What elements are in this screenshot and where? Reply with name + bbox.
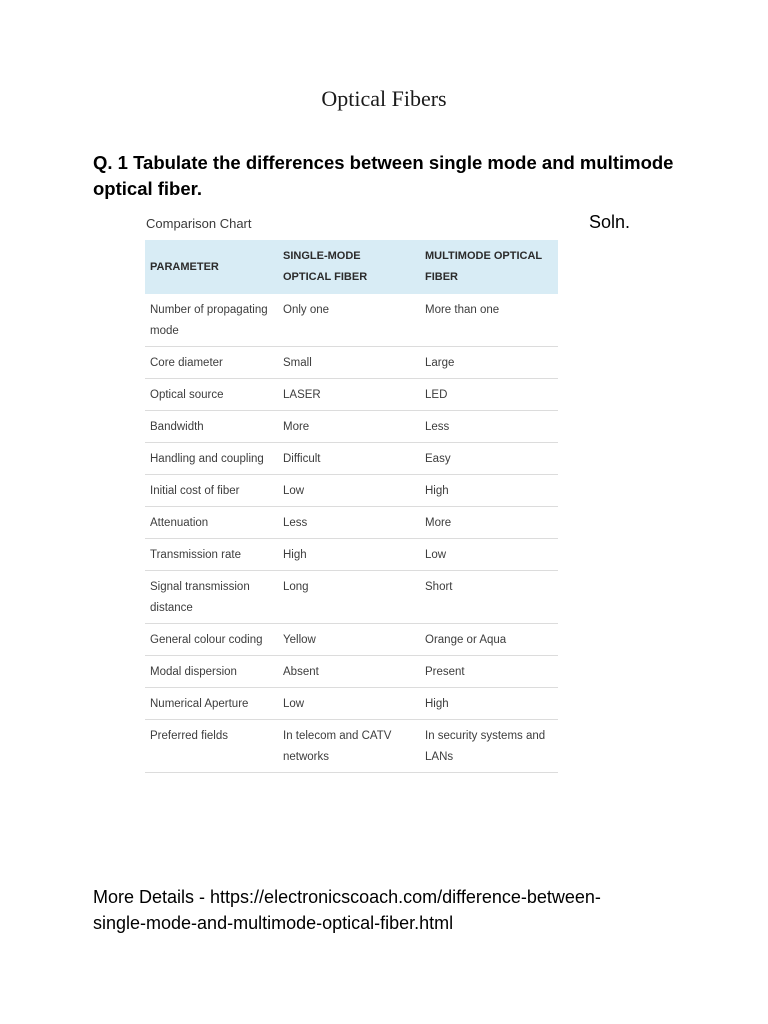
question-line-2: optical fiber. (93, 178, 202, 199)
cell-single-mode: Only one (278, 294, 420, 347)
cell-multimode: LED (420, 379, 558, 411)
header-parameter (145, 240, 278, 294)
cell-parameter: Numerical Aperture (145, 688, 278, 720)
cell-parameter: Core diameter (145, 347, 278, 379)
cell-single-mode: High (278, 539, 420, 571)
table-row (145, 720, 558, 773)
cell-multimode: Short (420, 571, 558, 624)
cell-parameter: Preferred fields (145, 720, 278, 773)
table-row (145, 475, 558, 507)
header-multimode-line-2: FIBER (425, 271, 458, 283)
table-row (145, 688, 558, 720)
cell-parameter: Signal transmission distance (145, 571, 278, 624)
cell-multimode: Low (420, 539, 558, 571)
cell-parameter: Handling and coupling (145, 443, 278, 475)
header-single-mode-line-2: OPTICAL FIBER (283, 271, 368, 283)
cell-single-mode: In telecom and CATV networks (278, 720, 420, 773)
cell-multimode: Less (420, 411, 558, 443)
solution-label: Soln. (589, 212, 631, 232)
table-row (145, 624, 558, 656)
table-row (145, 379, 558, 411)
cell-multimode: High (420, 688, 558, 720)
header-multimode-line-1: MULTIMODE OPTICAL (425, 250, 543, 262)
cell-single-mode: LASER (278, 379, 420, 411)
cell-single-mode: Long (278, 571, 420, 624)
more-details-line-1: More Details - https://electronicscoach.com/difference-between- (93, 887, 601, 907)
cell-single-mode: Low (278, 475, 420, 507)
cell-parameter: Initial cost of fiber (145, 475, 278, 507)
cell-single-mode: Difficult (278, 443, 420, 475)
comparison-table (145, 240, 558, 773)
cell-single-mode: Yellow (278, 624, 420, 656)
header-single-mode (278, 240, 420, 294)
cell-parameter: Optical source (145, 379, 278, 411)
page-title: Optical Fibers (321, 86, 447, 111)
table-row (145, 656, 558, 688)
comparison-chart-caption: Comparison Chart (146, 216, 252, 231)
table-header-row (145, 240, 558, 294)
table-row (145, 294, 558, 347)
more-details-text (93, 884, 693, 936)
header-multimode (420, 240, 558, 294)
table-row (145, 443, 558, 475)
table-row (145, 347, 558, 379)
table-row (145, 539, 558, 571)
cell-multimode: Orange or Aqua (420, 624, 558, 656)
cell-parameter: Transmission rate (145, 539, 278, 571)
header-parameter-label: PARAMETER (150, 260, 219, 273)
header-single-mode-line-1: SINGLE-MODE (283, 250, 361, 262)
cell-multimode: High (420, 475, 558, 507)
cell-single-mode: Low (278, 688, 420, 720)
cell-multimode: Easy (420, 443, 558, 475)
cell-multimode: More than one (420, 294, 558, 347)
question-text (93, 150, 693, 202)
cell-multimode: In security systems and LANs (420, 720, 558, 773)
table-row (145, 507, 558, 539)
cell-parameter: Modal dispersion (145, 656, 278, 688)
cell-multimode: Present (420, 656, 558, 688)
table-row (145, 571, 558, 624)
cell-single-mode: Small (278, 347, 420, 379)
cell-multimode: More (420, 507, 558, 539)
question-line-1: Q. 1 Tabulate the differences between single mode and multimode (93, 152, 674, 173)
cell-parameter: Bandwidth (145, 411, 278, 443)
cell-parameter: Attenuation (145, 507, 278, 539)
cell-parameter: General colour coding (145, 624, 278, 656)
cell-single-mode: Less (278, 507, 420, 539)
more-details-line-2: single-mode-and-multimode-optical-fiber.html (93, 913, 454, 933)
table-row (145, 411, 558, 443)
cell-multimode: Large (420, 347, 558, 379)
cell-single-mode: More (278, 411, 420, 443)
cell-parameter: Number of propagating mode (145, 294, 278, 347)
cell-single-mode: Absent (278, 656, 420, 688)
